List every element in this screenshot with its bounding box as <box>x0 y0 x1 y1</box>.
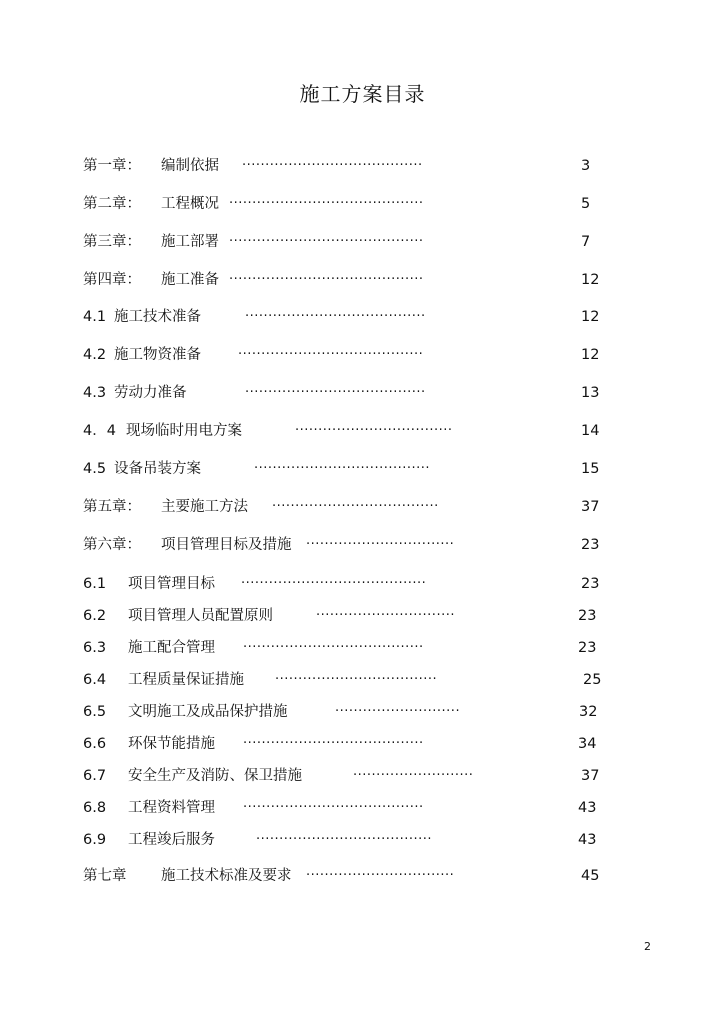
toc-number: 6.4 <box>83 672 107 688</box>
toc-label: 施工物资准备 <box>114 347 201 363</box>
toc-page: 25 <box>583 672 602 688</box>
toc-row[interactable] <box>0 865 725 887</box>
toc-label: 施工技术标准及要求 <box>161 868 292 884</box>
toc-number: 6.6 <box>83 736 107 752</box>
toc-leader: ······································· <box>245 385 426 400</box>
toc-number: 第六章： <box>83 537 141 553</box>
toc-number: 6.5 <box>83 704 107 720</box>
toc-leader: ······································ <box>254 461 431 476</box>
toc-page: 23 <box>581 537 600 553</box>
toc-number: 4．4 <box>83 423 116 439</box>
toc-label: 施工准备 <box>161 272 219 288</box>
page-title: 施工方案目录 <box>299 82 426 106</box>
toc-row[interactable] <box>0 637 725 659</box>
toc-page: 12 <box>581 347 600 363</box>
toc-row[interactable] <box>0 573 725 595</box>
toc-number: 第五章： <box>83 499 141 515</box>
toc-leader: ·························· <box>353 768 474 783</box>
toc-leader: ······································· <box>243 736 424 751</box>
toc-label: 施工部署 <box>161 234 219 250</box>
toc-row[interactable] <box>0 458 725 480</box>
toc-page: 32 <box>579 704 598 720</box>
toc-page: 13 <box>581 385 600 401</box>
toc-leader: ·········································· <box>229 196 424 211</box>
toc-number: 第四章： <box>83 272 141 288</box>
toc-number: 6.9 <box>83 832 107 848</box>
toc-leader: ···································· <box>272 499 439 514</box>
toc-row[interactable] <box>0 733 725 755</box>
toc-leader: ·········································· <box>229 234 424 249</box>
toc-leader: ········································ <box>241 576 427 591</box>
toc-label: 项目管理目标及措施 <box>161 537 292 553</box>
toc-label: 环保节能措施 <box>128 736 215 752</box>
toc-label: 工程质量保证措施 <box>128 672 244 688</box>
toc-number: 4.5 <box>83 461 107 477</box>
toc-label: 安全生产及消防、保卫措施 <box>128 768 302 784</box>
toc-row[interactable] <box>0 701 725 723</box>
toc-number: 4.1 <box>83 309 107 325</box>
toc-leader: ··························· <box>335 704 461 719</box>
toc-label: 文明施工及成品保护措施 <box>128 704 288 720</box>
toc-row[interactable] <box>0 797 725 819</box>
toc-row[interactable] <box>0 496 725 518</box>
toc-number: 6.3 <box>83 640 107 656</box>
toc-row[interactable] <box>0 420 725 442</box>
toc-label: 编制依据 <box>161 158 219 174</box>
toc-label: 工程资料管理 <box>128 800 215 816</box>
toc-leader: ·································· <box>295 423 453 438</box>
toc-label: 设备吊装方案 <box>114 461 201 477</box>
toc-page: 23 <box>581 576 600 592</box>
toc-page: 34 <box>578 736 597 752</box>
toc-leader: ································ <box>306 537 455 552</box>
toc-row[interactable] <box>0 534 725 556</box>
toc-leader: ································ <box>306 868 455 883</box>
toc-page: 43 <box>578 832 597 848</box>
toc-label: 现场临时用电方案 <box>126 423 242 439</box>
toc-leader: ······································· <box>242 158 423 173</box>
toc-label: 施工配合管理 <box>128 640 215 656</box>
toc-row[interactable] <box>0 155 725 177</box>
toc-row[interactable] <box>0 193 725 215</box>
toc-leader: ······································ <box>256 832 433 847</box>
toc-page: 12 <box>581 272 600 288</box>
toc-page: 23 <box>578 608 597 624</box>
toc-page: 15 <box>581 461 600 477</box>
toc-row[interactable] <box>0 269 725 291</box>
toc-page: 12 <box>581 309 600 325</box>
toc-page: 5 <box>581 196 591 212</box>
toc-row[interactable] <box>0 306 725 328</box>
toc-page: 23 <box>578 640 597 656</box>
toc-row[interactable] <box>0 605 725 627</box>
toc-label: 主要施工方法 <box>161 499 248 515</box>
toc-page: 43 <box>578 800 597 816</box>
toc-row[interactable] <box>0 669 725 691</box>
toc-label: 劳动力准备 <box>114 385 187 401</box>
toc-leader: ······························ <box>316 608 455 623</box>
toc-page: 14 <box>581 423 600 439</box>
toc-row[interactable] <box>0 829 725 851</box>
toc-leader: ··································· <box>275 672 438 687</box>
toc-number: 6.2 <box>83 608 107 624</box>
toc-leader: ········································ <box>238 347 424 362</box>
toc-number: 6.1 <box>83 576 107 592</box>
toc-label: 项目管理人员配置原则 <box>128 608 273 624</box>
toc-leader: ·········································· <box>229 272 424 287</box>
toc-number: 第三章： <box>83 234 141 250</box>
toc-label: 工程竣后服务 <box>128 832 215 848</box>
toc-number: 第一章： <box>83 158 141 174</box>
toc-leader: ······································· <box>243 640 424 655</box>
toc-page: 45 <box>581 868 600 884</box>
toc-row[interactable] <box>0 382 725 404</box>
toc-number: 6.7 <box>83 768 107 784</box>
page-number: 2 <box>644 940 651 953</box>
toc-row[interactable] <box>0 765 725 787</box>
toc-number: 第七章 <box>83 868 127 884</box>
toc-row[interactable] <box>0 231 725 253</box>
toc-page: 37 <box>581 499 600 515</box>
toc-leader: ······································· <box>243 800 424 815</box>
toc-label: 工程概况 <box>161 196 219 212</box>
toc-row[interactable] <box>0 344 725 366</box>
toc-number: 4.3 <box>83 385 107 401</box>
toc-page: 7 <box>581 234 591 250</box>
toc-label: 项目管理目标 <box>128 576 215 592</box>
toc-page: 37 <box>581 768 600 784</box>
toc-number: 4.2 <box>83 347 107 363</box>
toc-page: 3 <box>581 158 591 174</box>
toc-number: 第二章： <box>83 196 141 212</box>
toc-leader: ······································· <box>245 309 426 324</box>
toc-label: 施工技术准备 <box>114 309 201 325</box>
toc-number: 6.8 <box>83 800 107 816</box>
